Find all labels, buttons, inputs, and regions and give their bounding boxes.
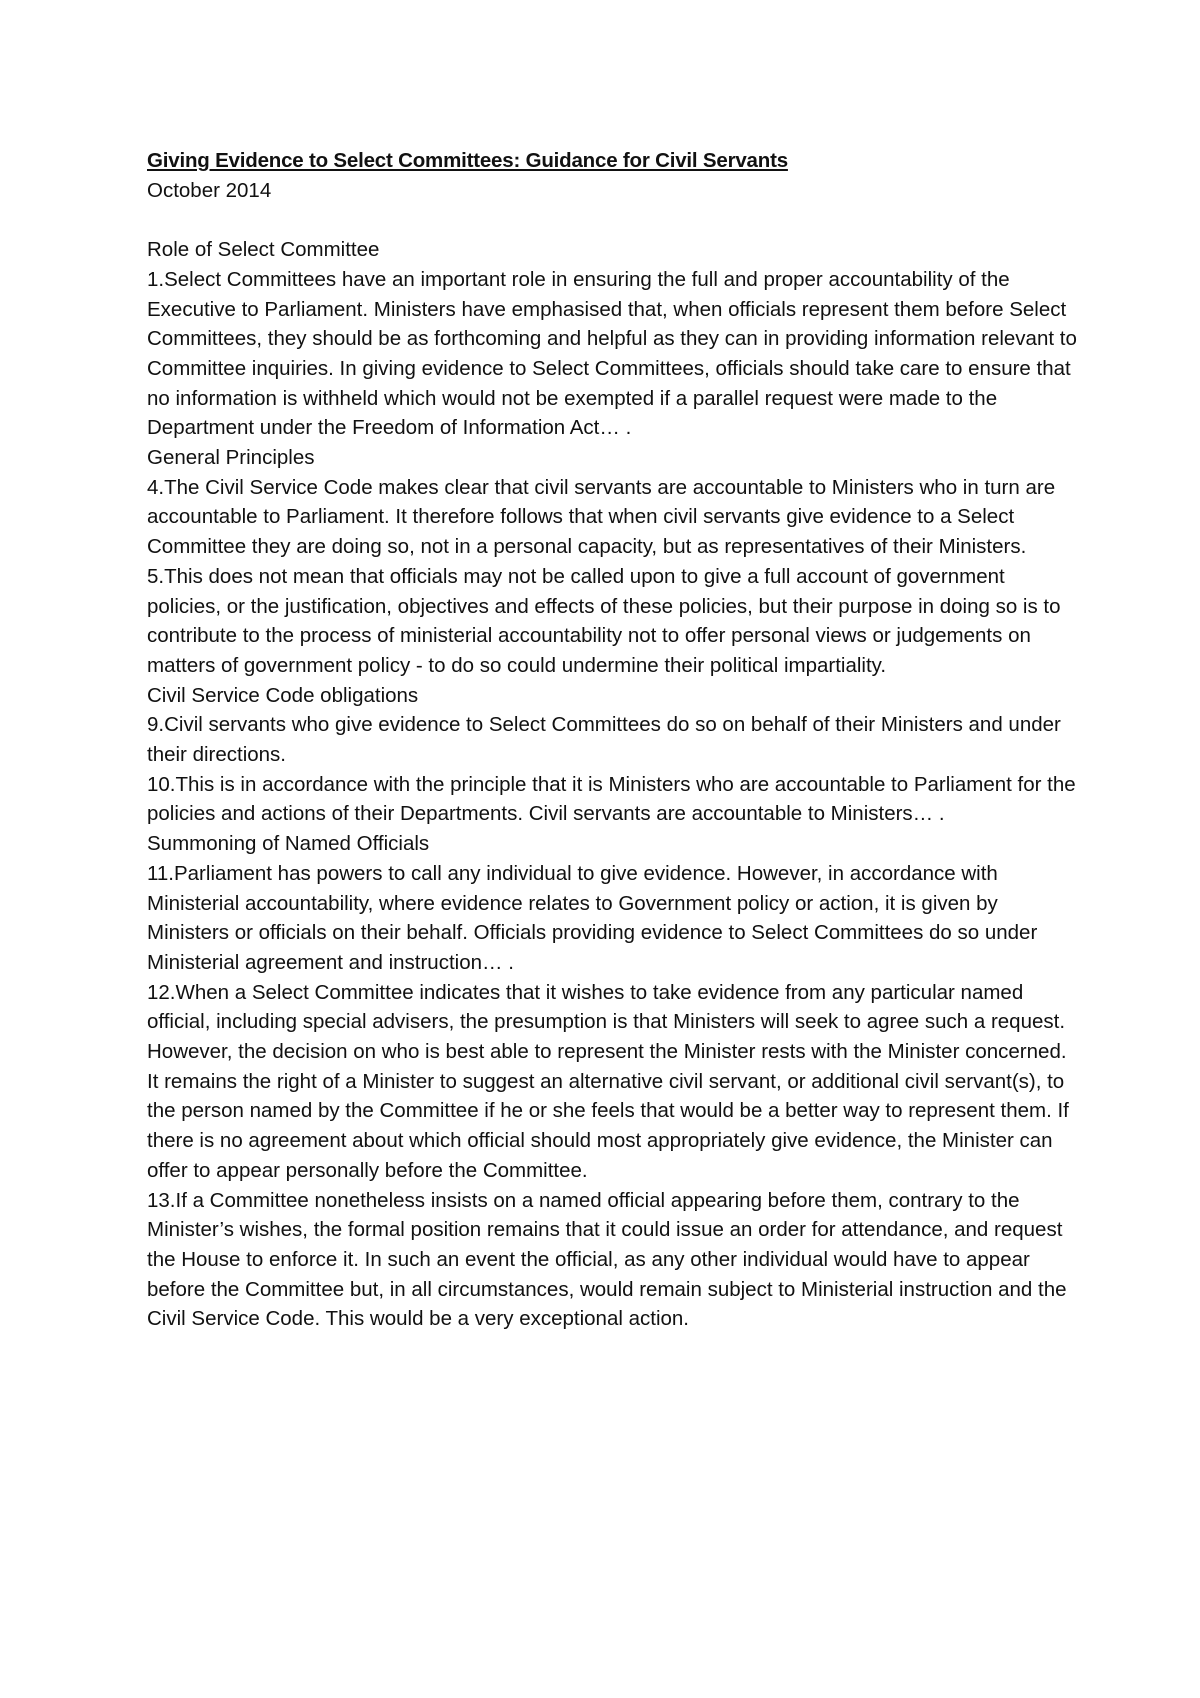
paragraph: [147, 562, 1077, 681]
document-page: [147, 146, 1077, 1334]
paragraph-text: This does not mean that officials may not be called upon to give a full account of government policies, or the justification, objectives and effects of these policies, but their purpose in doing so is to contribute to the process of ministerial accountability not to offer personal views or judgements on matters of government policy - to do so could undermine their political impartiality.: [147, 564, 1061, 677]
paragraph-text: Civil servants who give evidence to Select Committees do so on behalf of their Ministers and under their directions.: [147, 713, 1061, 767]
paragraph-number: 4.: [147, 475, 165, 499]
section-heading: General Principles: [147, 446, 315, 470]
paragraph-number: 5.: [147, 564, 165, 588]
blank-line: [147, 205, 1077, 235]
paragraph: [147, 265, 1077, 443]
paragraph-text: Select Committees have an important role in ensuring the full and proper accountability of the Executive to Parliament. Ministers have emphasised that, when officials represent them before Select Committees, they should be as forthcoming and helpful as they can in providing information relevant to Committee inquiries. In giving evidence to Select Committees, officials should take care to ensure that no information is withheld which would not be exempted if a parallel request were made to the Department under the Freedom of Information Act… .: [147, 267, 1077, 440]
paragraph: [147, 473, 1077, 562]
paragraph: [147, 710, 1077, 769]
paragraph-number: 9.: [147, 713, 165, 737]
section-heading: Summoning of Named Officials: [147, 832, 430, 856]
paragraph: [147, 859, 1077, 978]
paragraph-text: Parliament has powers to call any individual to give evidence. However, in accordance with Ministerial accountability, where evidence relates to Government policy or action, it is given by Ministers or officials on their behalf. Officials providing evidence to Select Committees do so under Ministerial agreement and instruction… .: [147, 861, 1038, 974]
section-heading: Role of Select Committee: [147, 238, 380, 262]
paragraph-text: When a Select Committee indicates that it wishes to take evidence from any particular named official, including special advisers, the presumption is that Ministers will seek to agree such a request. However, the decision on who is best able to represent the Minister rests with the Minister concerned. It remains the right of a Minister to suggest an alternative civil servant, or additional civil servant(s), to the person named by the Committee if he or she feels that would be a better way to represent them. If there is no agreement about which official should most appropriately give evidence, the Minister can offer to appear personally before the Committee.: [147, 980, 1069, 1182]
paragraph: [147, 1186, 1077, 1335]
paragraph: [147, 978, 1077, 1186]
paragraph-text: If a Committee nonetheless insists on a named official appearing before them, contrary to the Minister’s wishes, the formal position remains that it could issue an order for attendance, and request the House to enforce it. In such an event the official, as any other individual would have to appear before the Committee but, in all circumstances, would remain subject to Ministerial instruction and the Civil Service Code. This would be a very exceptional action.: [147, 1188, 1067, 1331]
document-title: Giving Evidence to Select Committees: Guidance for Civil Servants: [147, 149, 788, 172]
paragraph-number: 10.: [147, 772, 176, 796]
paragraph-number: 11.: [147, 861, 174, 885]
paragraph-number: 1.: [147, 267, 165, 291]
document-date: October 2014: [147, 178, 272, 202]
paragraph-text: The Civil Service Code makes clear that civil servants are accountable to Ministers who in turn are accountable to Parliament. It therefore follows that when civil servants give evidence to a Select Committee they are doing so, not in a personal capacity, but as representatives of their Ministers.: [147, 475, 1056, 559]
paragraph-number: 12.: [147, 980, 176, 1004]
paragraph: [147, 770, 1077, 829]
paragraph-text: This is in accordance with the principle that it is Ministers who are accountable to Parliament for the policies and actions of their Departments. Civil servants are accountable to Ministers… .: [147, 772, 1076, 826]
section-heading: Civil Service Code obligations: [147, 683, 419, 707]
paragraph-number: 13.: [147, 1188, 176, 1212]
